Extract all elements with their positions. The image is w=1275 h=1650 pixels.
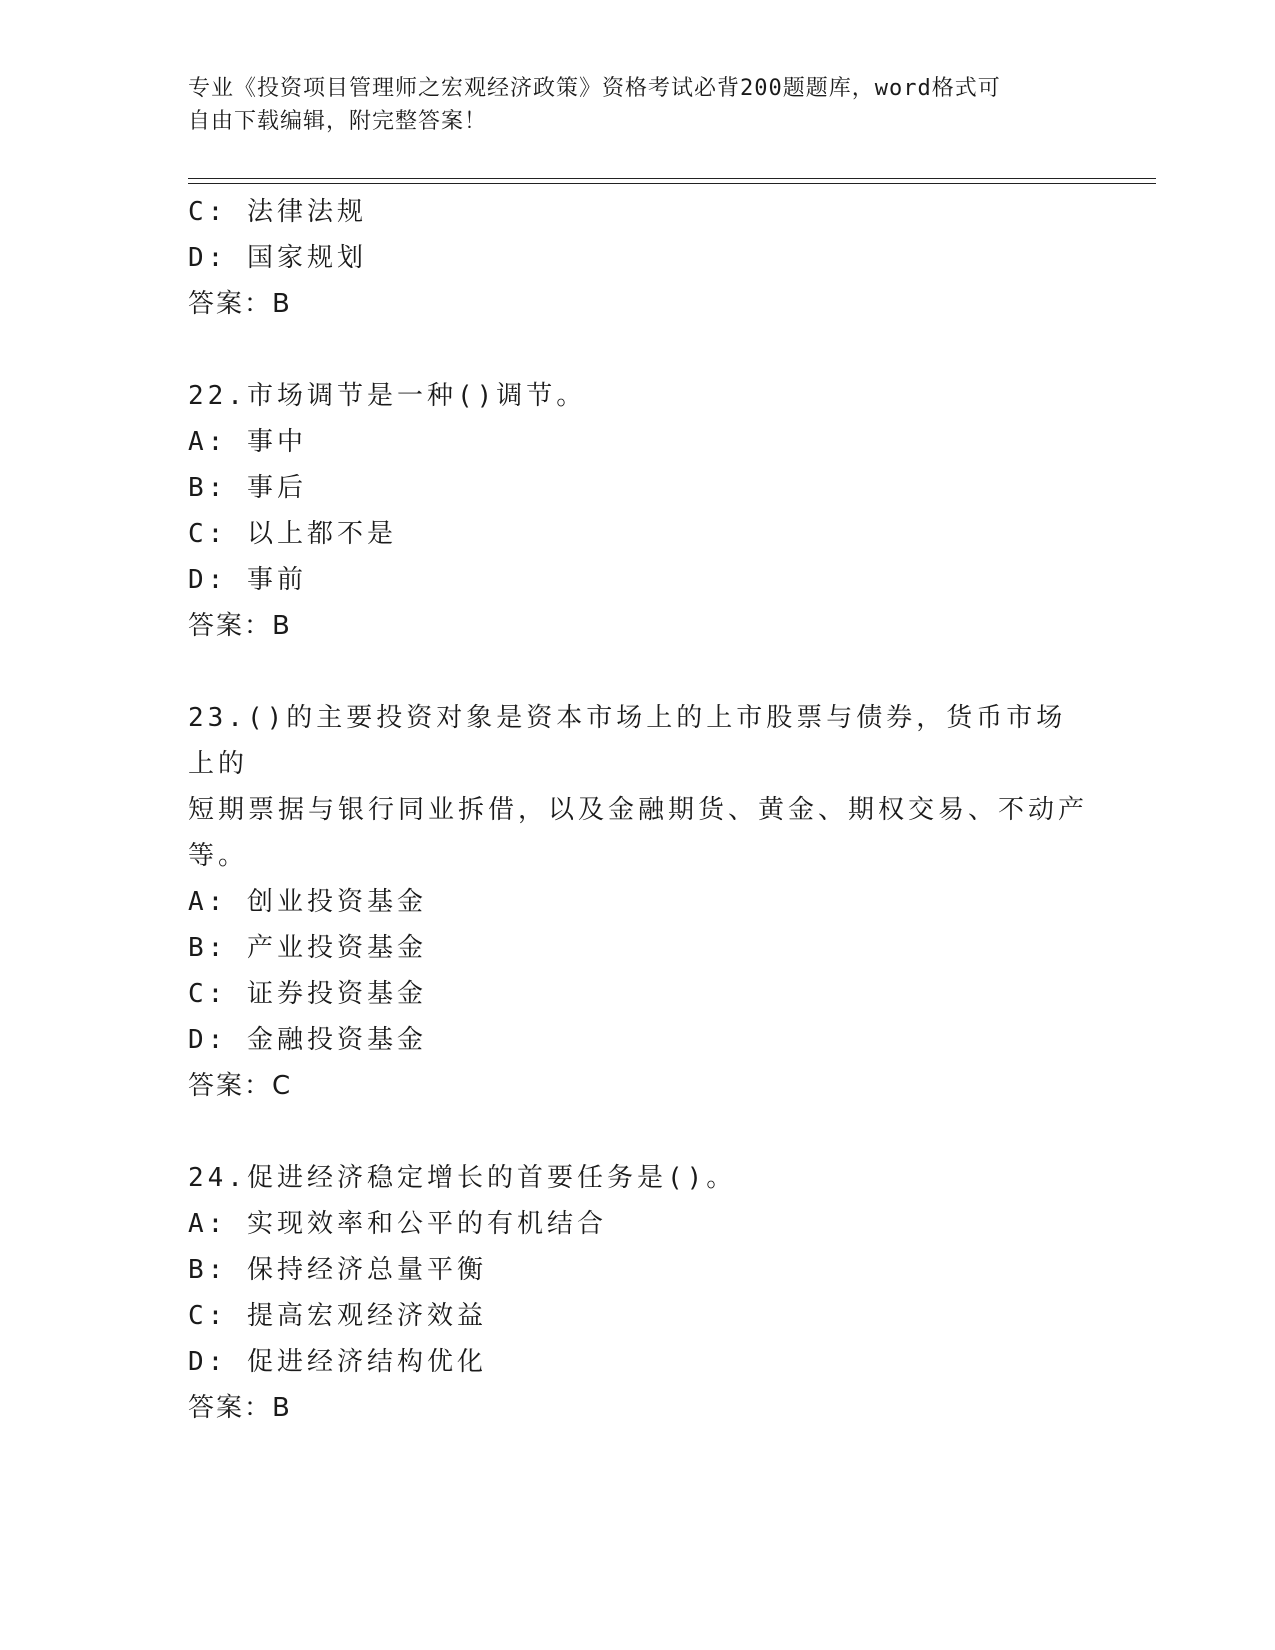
option-c: C: 证券投资基金: [188, 979, 427, 1009]
answer: 答案：B: [188, 289, 292, 319]
header-divider-top: [188, 178, 1156, 179]
option-c: C: 以上都不是: [188, 519, 397, 549]
option-d: D: 事前: [188, 565, 307, 595]
answer: 答案：B: [188, 611, 292, 641]
answer: 答案：C: [188, 1071, 293, 1101]
option-d: D: 促进经济结构优化: [188, 1347, 487, 1377]
header-line-2: 自由下载编辑，附完整答案！: [188, 109, 488, 134]
option-d: D: 金融投资基金: [188, 1025, 427, 1055]
option-c: C: 提高宏观经济效益: [188, 1301, 487, 1331]
question-21-tail: [188, 189, 1088, 327]
option-b: B: 事后: [188, 473, 307, 503]
option-a: A: 事中: [188, 427, 307, 457]
option-b: B: 产业投资基金: [188, 933, 427, 963]
question-22: [188, 373, 1088, 649]
option-a: A: 实现效率和公平的有机结合: [188, 1209, 607, 1239]
document-header: [188, 72, 1088, 138]
option-d: D: 国家规划: [188, 243, 367, 273]
question-stem-line-2: 短期票据与银行同业拆借，以及金融期货、黄金、期权交易、不动产: [188, 795, 1089, 825]
question-24: [188, 1155, 1088, 1431]
header-divider-bottom: [188, 183, 1156, 184]
question-list: [188, 189, 1088, 1431]
question-stem: 22.市场调节是一种()调节。: [188, 381, 587, 411]
header-line-1: 专业《投资项目管理师之宏观经济政策》资格考试必背200题题库，word格式可: [188, 76, 1001, 101]
option-c: C: 法律法规: [188, 197, 367, 227]
question-23: [188, 695, 1088, 1109]
option-a: A: 创业投资基金: [188, 887, 427, 917]
answer: 答案：B: [188, 1393, 292, 1423]
question-stem: 24.促进经济稳定增长的首要任务是()。: [188, 1163, 737, 1193]
question-stem-line-3: 等。: [188, 841, 249, 871]
question-stem-line-1: 23.()的主要投资对象是资本市场上的上市股票与债券，货币市场上的: [188, 703, 1067, 779]
option-b: B: 保持经济总量平衡: [188, 1255, 487, 1285]
